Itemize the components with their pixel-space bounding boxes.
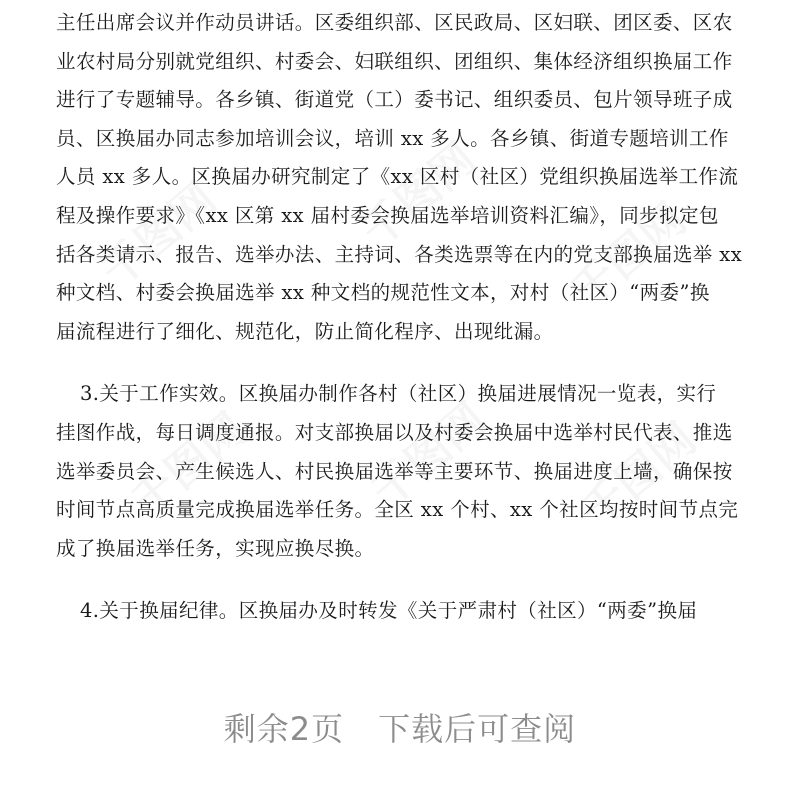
watermark: 千图网 — [361, 393, 496, 518]
watermark: 千图网 — [91, 173, 226, 298]
watermark: 千图网 — [351, 133, 486, 258]
download-prompt-text: 下载后可查阅 — [378, 710, 577, 748]
text-line: 进行了专题辅导。各乡镇、街道党（工）委书记、组织委员、包片领导班子成 — [56, 88, 733, 112]
watermark: 千图网 — [561, 193, 696, 318]
text-line: 3.关于工作实效。区换届办制作各村（社区）换届进展情况一览表，实行 — [80, 382, 717, 406]
paragraph-training — [56, 4, 746, 351]
document-body — [56, 4, 746, 631]
watermark: 千图网 — [571, 413, 706, 538]
text-line: 成了换届选举任务，实现应换尽换。 — [56, 536, 375, 560]
text-line: 员、区换届办同志参加培训会议，培训 xx 多人。各乡镇、街道专题培训工作 — [56, 126, 729, 150]
text-line: 主任出席会议并作动员讲话。区委组织部、区民政局、区妇联、团区委、区农 — [56, 11, 733, 34]
text-line: 时间节点高质量完成换届选举任务。全区 xx 个村、xx 个社区均按时间节点完 — [56, 498, 739, 522]
text-line: 挂图作战，每日调度通报。对支部换届以及村委会换届中选举村民代表、推选 — [56, 420, 733, 444]
paragraph-discipline — [56, 592, 746, 631]
download-to-view-banner[interactable] — [0, 704, 800, 750]
text-line: 种文档、村委会换届选举 xx 种文档的规范性文本，对村（社区）“两委”换 — [56, 281, 710, 305]
text-line: 届流程进行了细化、规范化，防止简化程序、出现纰漏。 — [56, 319, 554, 343]
text-line: 业农村局分别就党组织、村委会、妇联组织、团组织、集体经济组织换届工作 — [56, 49, 733, 73]
remaining-pages-text: 剩余2页 — [223, 710, 345, 748]
text-line: 选举委员会、产生候选人、村民换届选举等主要环节、换届进度上墙，确保按 — [56, 459, 733, 483]
text-line: 程及操作要求》《xx 区第 xx 届村委会换届选举培训资料汇编》，同步拟定包 — [56, 203, 719, 227]
text-line: 括各类请示、报告、选举办法、主持词、各类选票等在内的党支部换届选举 xx — [56, 242, 743, 266]
text-line: 人员 xx 多人。区换届办研究制定了《xx 区村（社区）党组织换届选举工作流 — [56, 165, 739, 189]
paragraph-work-effect — [56, 375, 746, 568]
watermark: 千图网 — [121, 403, 256, 528]
text-line: 4.关于换届纪律。区换届办及时转发《关于严肃村（社区）“两委”换届 — [80, 599, 698, 623]
